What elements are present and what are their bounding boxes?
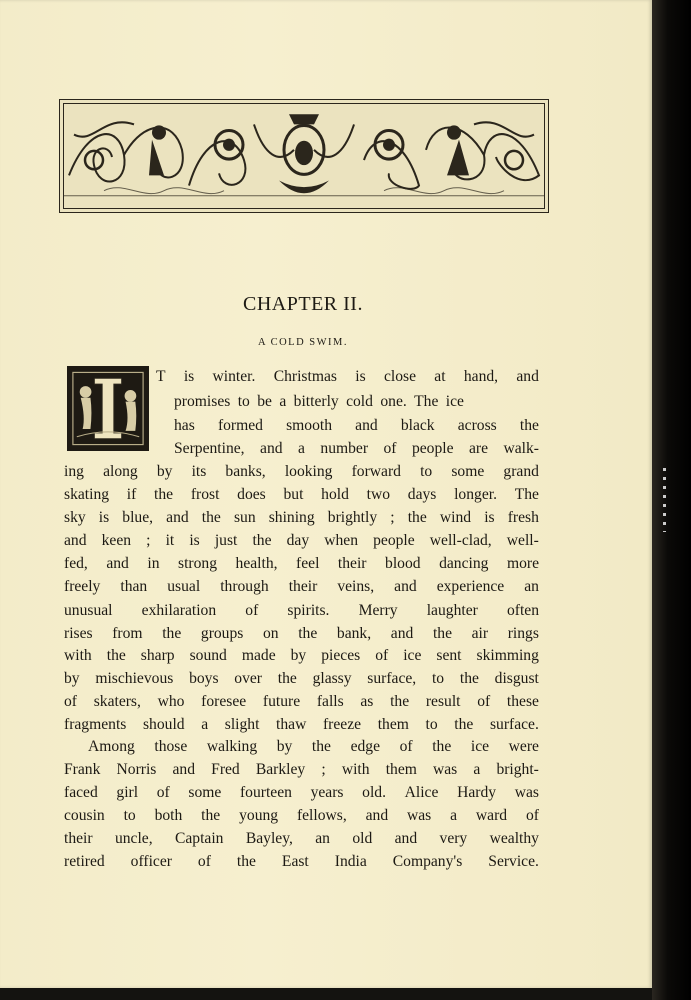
ornamental-headpiece bbox=[59, 99, 549, 213]
text-line: and keen ; it is just the day when people well-clad, well- bbox=[64, 532, 539, 549]
text-line: ing along by its banks, looking forward to some grand bbox=[64, 463, 539, 480]
text-line: Among those walking by the edge of the ice were bbox=[88, 738, 539, 755]
text-line: of skaters, who foresee future falls as the result of these bbox=[64, 693, 539, 710]
text-line: T is winter. Christmas is close at hand, and bbox=[156, 368, 539, 385]
dropcap-letter-i-icon bbox=[69, 368, 147, 449]
text-line: has formed smooth and black across the bbox=[174, 417, 539, 434]
text-line: sky is blue, and the sun shining brightly ; the wind is fresh bbox=[64, 509, 539, 526]
text-line: skating if the frost does but hold two days longer. The bbox=[64, 486, 539, 503]
book-spine-edge bbox=[652, 0, 691, 1000]
text-line: unusual exhilaration of spirits. Merry laughter often bbox=[64, 602, 539, 619]
chapter-title: CHAPTER II. bbox=[243, 293, 363, 315]
text-line: with the sharp sound made by pieces of ice sent skimming bbox=[64, 647, 539, 664]
text-line: fragments should a slight thaw freeze them to the surface. bbox=[64, 716, 539, 733]
text-line: Serpentine, and a number of people are walk- bbox=[174, 440, 539, 457]
text-line: freely than usual through their veins, and experience an bbox=[64, 578, 539, 595]
text-line: rises from the groups on the bank, and the air rings bbox=[64, 625, 539, 642]
ornament-scrollwork-icon bbox=[64, 104, 544, 208]
text-line: faced girl of some fourteen years old. Alice Hardy was bbox=[64, 784, 539, 801]
text-line: retired officer of the East India Company's Service. bbox=[64, 853, 539, 870]
chapter-subtitle: A COLD SWIM. bbox=[257, 337, 349, 348]
text-line: their uncle, Captain Bayley, an old and very wealthy bbox=[64, 830, 539, 847]
text-line: promises to be a bitterly cold one. The ice bbox=[174, 393, 464, 410]
text-line: Frank Norris and Fred Barkley ; with them was a bright- bbox=[64, 761, 539, 778]
text-line: cousin to both the young fellows, and was a ward of bbox=[64, 807, 539, 824]
dropcap-illustration bbox=[67, 366, 149, 451]
text-line: fed, and in strong health, feel their blood dancing more bbox=[64, 555, 539, 572]
page-edge-marks bbox=[663, 468, 666, 532]
text-line: by mischievous boys over the glassy surface, to the disgust bbox=[64, 670, 539, 687]
